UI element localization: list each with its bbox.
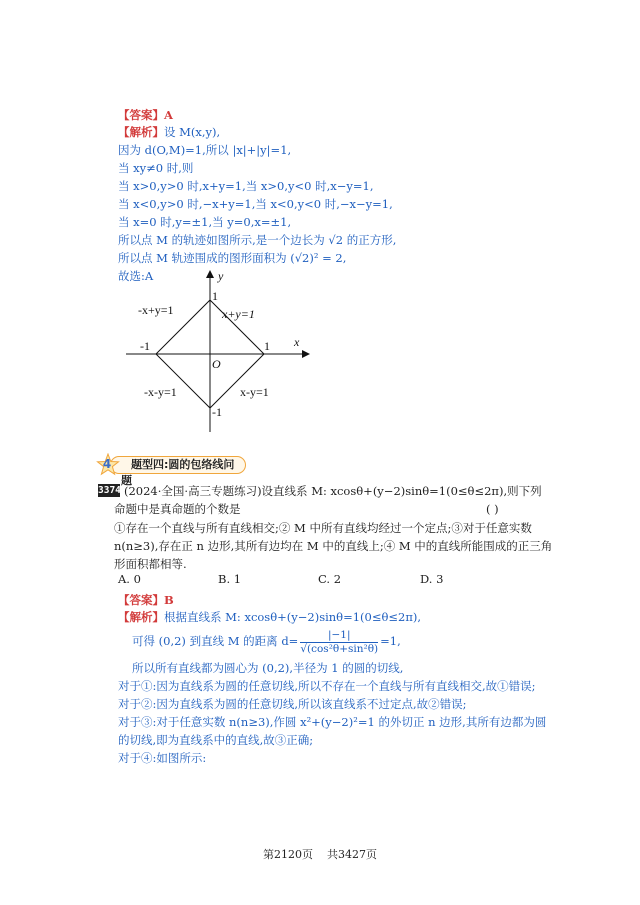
distance-fraction: $\frac{|-1|}{\text{√(cos²θ+sin²θ)}}$ xyxy=(300,628,379,655)
page-footer xyxy=(0,846,640,862)
analysis-tag: 【解析】 xyxy=(118,610,164,624)
section-title: 题型四:圆的包络线问题 xyxy=(110,456,246,474)
origin-label: O xyxy=(212,357,221,371)
analysis-line: 当 xy≠0 时,则 xyxy=(118,161,194,175)
edge-label-se: x-y=1 xyxy=(240,385,269,399)
answer-value: A xyxy=(164,108,173,122)
analysis-line: 所以点 M 轨迹围成的图形面积为 (√2)² = 2, xyxy=(118,251,347,265)
edge-label-ne: x+y=1 xyxy=(222,307,255,321)
tick-label-top: 1 xyxy=(212,289,218,303)
distance-formula-line: 可得 (0,2) 到直线 M 的距离 d= $\frac{|-1|}{\text{√(cos²θ+sin²θ)}}$ =1, xyxy=(132,628,401,655)
analysis-line: 所以点 M 的轨迹如图所示,是一个边长为 √2 的正方形, xyxy=(118,233,397,247)
analysis-tag: 【解析】 xyxy=(118,125,164,139)
analysis-text: 设 M(x,y), xyxy=(164,125,221,139)
analysis-line xyxy=(118,609,421,625)
section-number: 4 xyxy=(102,457,112,471)
question-line: (2024·全国·高三专题练习)设直线系 M: xcosθ+(y−2)sinθ=1(0≤θ≤2π),则下列 xyxy=(124,484,542,498)
analysis-line: 对于②:因为直线系为圆的任意切线,所以该直线系不过定点,故②错误; xyxy=(118,697,467,711)
edge-label-sw: -x-y=1 xyxy=(144,385,177,399)
choice-b: B. 1 xyxy=(218,572,242,586)
total-pages: 共3427页 xyxy=(327,848,377,861)
tick-label-right: 1 xyxy=(264,339,270,353)
analysis-line: 所以所有直线都为圆心为 (0,2),半径为 1 的圆的切线, xyxy=(132,661,404,675)
analysis-line: 对于④:如图所示: xyxy=(118,751,207,765)
question-line: n(n≥3),存在正 n 边形,其所有边均在 M 中的直线上;④ M 中的直线所能围成的正三角 xyxy=(114,539,553,553)
answer-tag: 【答案】 xyxy=(118,593,164,607)
question-line: 形面积都相等. xyxy=(114,557,187,571)
tick-label-bottom: -1 xyxy=(212,405,222,419)
answer-value: B xyxy=(164,593,174,607)
choice-a: A. 0 xyxy=(118,572,141,586)
analysis-line: 因为 d(O,M)=1,所以 |x|+|y|=1, xyxy=(118,143,292,157)
answer-parentheses: ( ) xyxy=(486,502,499,516)
analysis-line: 当 x<0,y>0 时,−x+y=1,当 x<0,y<0 时,−x−y=1, xyxy=(118,197,393,211)
analysis-line: 的切线,即为直线系中的直线,故③正确; xyxy=(118,733,314,747)
choice-d: D. 3 xyxy=(420,572,444,586)
choice-c: C. 2 xyxy=(318,572,342,586)
analysis-line: 故选:A xyxy=(118,269,154,283)
analysis-line: 对于③:对于任意实数 n(n≥3),作圆 x²+(y−2)²=1 的外切正 n 边形,其所有边都为圆 xyxy=(118,715,547,729)
answer-tag: 【答案】 xyxy=(118,108,164,122)
question-number-badge: 3374 xyxy=(98,485,121,496)
tick-label-left: -1 xyxy=(140,339,150,353)
analysis-line xyxy=(118,124,220,140)
answer-line-2 xyxy=(118,592,174,608)
edge-label-nw: -x+y=1 xyxy=(138,303,174,317)
axis-label-x: x xyxy=(294,335,300,349)
question-line: ①存在一个直线与所有直线相交;② M 中所有直线均经过一个定点;③对于任意实数 xyxy=(114,521,532,535)
diamond-figure xyxy=(118,270,318,440)
analysis-line: 对于①:因为直线系为圆的任意切线,所以不存在一个直线与所有直线相交,故①错误; xyxy=(118,679,536,693)
axis-label-y: y xyxy=(218,269,224,283)
analysis-line: 当 x>0,y>0 时,x+y=1,当 x>0,y<0 时,x−y=1, xyxy=(118,179,374,193)
answer-line-1 xyxy=(118,107,173,123)
page-number: 第2120页 xyxy=(263,848,313,861)
question-line: 命题中是真命题的个数是 xyxy=(114,502,241,516)
analysis-text: 根据直线系 M: xcosθ+(y−2)sinθ=1(0≤θ≤2π), xyxy=(164,610,422,624)
section-header xyxy=(96,453,246,487)
analysis-line: 当 x=0 时,y=±1,当 y=0,x=±1, xyxy=(118,215,292,229)
